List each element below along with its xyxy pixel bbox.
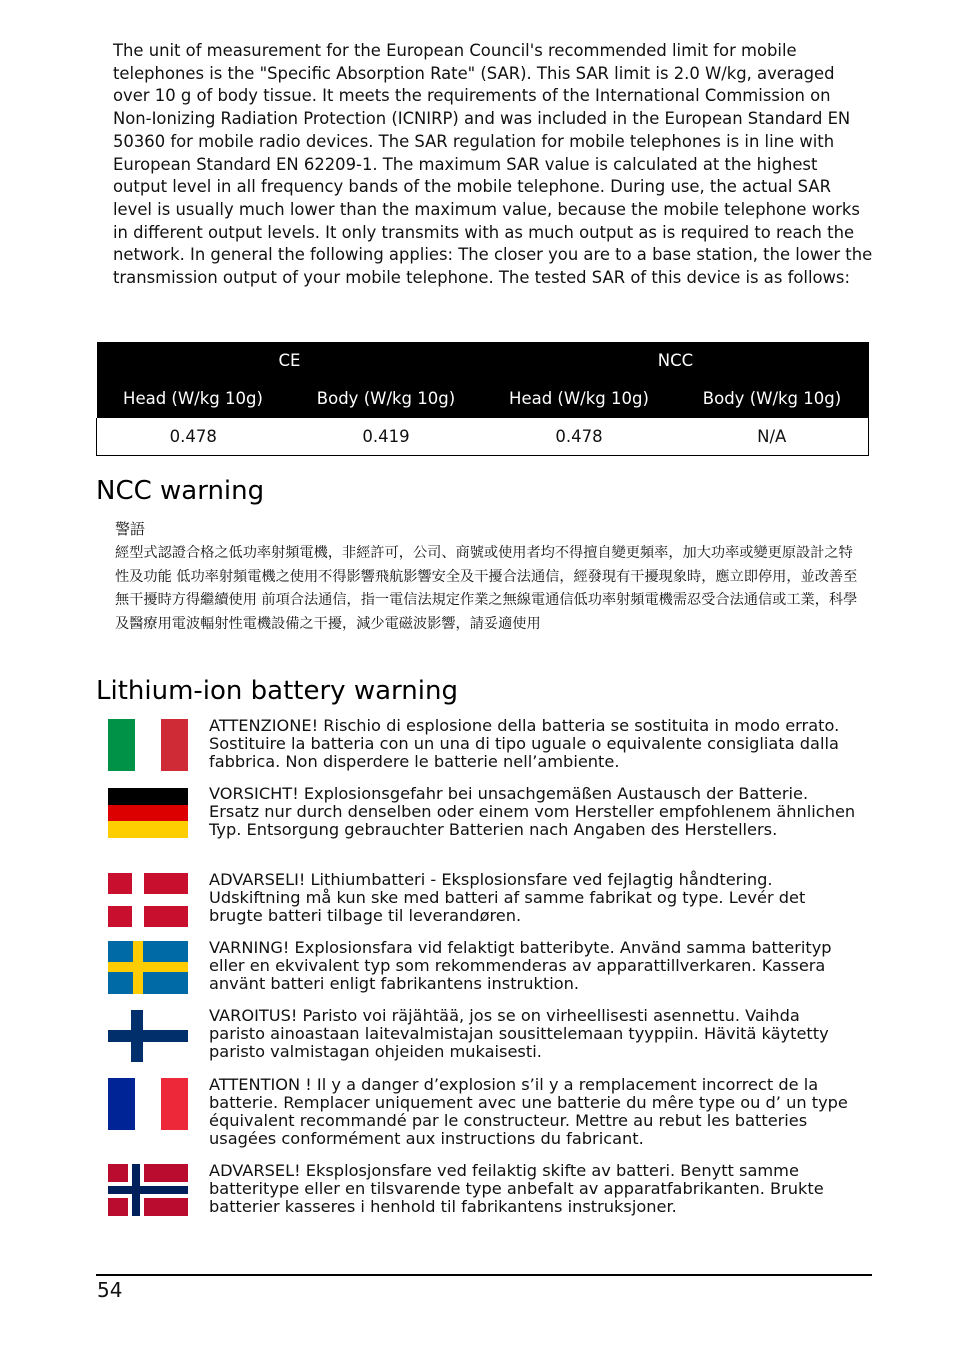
- battery-warning-text: VARNING! Explosionsfara vid felaktigt batteribyte. Använd samma batterityp eller en ekvivalent typ som rekommenderas av apparattillverkaren. Kassera använt batteri enligt fabrikantens instruktion.: [209, 938, 832, 994]
- denmark-flag-icon: [108, 873, 188, 927]
- sar-col-ncc-head: Head (W/kg 10g): [483, 378, 676, 418]
- sar-table-group-header: [97, 342, 869, 378]
- sar-group-ncc: NCC: [483, 342, 869, 378]
- page-number: 54: [97, 1278, 123, 1302]
- battery-warning-text: ADVARSEL! Eksplosjonsfare ved feilaktig skifte av batteri. Benytt samme batteritype eller en tilsvarende type anbefalt av apparatfabrikanten. Brukte batterier kasseres i henhold til fabrikantens instruksjoner.: [209, 1161, 824, 1217]
- sar-value-ce-head: 0.478: [97, 418, 290, 456]
- norway-flag-icon: [108, 1164, 188, 1216]
- lithium-battery-heading: Lithium-ion battery warning: [96, 676, 458, 706]
- sar-table: [96, 342, 869, 456]
- sar-value-ncc-head: 0.478: [483, 418, 676, 456]
- footer-divider: [96, 1274, 872, 1276]
- sar-col-ce-body: Body (W/kg 10g): [290, 378, 483, 418]
- table-row: [97, 418, 869, 456]
- ncc-warning-text: 經型式認證合格之低功率射頻電機，非經許可，公司、商號或使用者均不得擅自變更頻率，加大功率或變更原設計之特性及功能 低功率射頻電機之使用不得影響飛航影響安全及干擾合法通信，經發現有干擾現象時，應立即停用，並改善至無干擾時方得繼續使用 前項合法通信，指一電信法規定作業之無線電通信低功率射頻電機需忍受合法通信或工業，科學及醫療用電波輻射性電機設備之干擾，減少電磁波影響，請妥適使用: [115, 545, 858, 632]
- finland-flag-icon: [108, 1010, 188, 1062]
- battery-warning-text: VAROITUS! Paristo voi räjähtää, jos se on virheellisesti asennettu. Vaihda paristo ainoastaan laitevalmistajan sousittelemaan tyyppiin. Hävitä käytetty paristo valmistagan ohjeiden mukaisesti.: [209, 1006, 829, 1062]
- sar-col-ce-head: Head (W/kg 10g): [97, 378, 290, 418]
- sar-group-ce: CE: [97, 342, 483, 378]
- germany-flag-icon: [108, 788, 188, 838]
- ncc-warning-heading: NCC warning: [96, 476, 265, 506]
- sar-col-ncc-body: Body (W/kg 10g): [676, 378, 869, 418]
- sar-intro-paragraph: The unit of measurement for the European Council's recommended limit for mobile telephones is the "Specific Absorption Rate" (SAR). This SAR limit is 2.0 W/kg, averaged over 10 g of body tissue. It meets the requirements of the International Commission on Non-Ionizing Radiation Protection (ICNIRP) and was included in the European Standard EN 50360 for mobile radio devices. The SAR regulation for mobile telephones is in line with European Standard EN 62209-1. The maximum SAR value is calculated at the highest output level in all frequency bands of the mobile telephone. During use, the actual SAR level is usually much lower than the maximum value, because the mobile telephone works in different output levels. It only transmits with as much output as is required to reach the network. In general the following applies: The closer you are to a base station, the lower the transmission output of your mobile telephone. The tested SAR of this device is as follows:: [113, 41, 873, 288]
- sar-table-column-header: [97, 378, 869, 418]
- ncc-warning-label: 警語: [115, 520, 146, 538]
- sweden-flag-icon: [108, 941, 188, 994]
- italy-flag-icon: [108, 719, 188, 771]
- sar-value-ce-body: 0.419: [290, 418, 483, 456]
- sar-value-ncc-body: N/A: [676, 418, 869, 456]
- battery-warning-text: VORSICHT! Explosionsgefahr bei unsachgemäßen Austausch der Batterie. Ersatz nur durch denselben oder einem vom Hersteller empfohlenem ähnlichen Typ. Entsorgung gebrauchter Batterien nach Angaben des Herstellers.: [209, 784, 856, 840]
- battery-warning-text: ADVARSELI! Lithiumbatteri - Eksplosionsfare ved fejlagtig håndtering. Udskiftning må kun ske med batteri af samme fabrikat og type. Levér det brugte batteri tilbage til leverandøren.: [209, 870, 806, 926]
- battery-warning-text: ATTENTION ! Il y a danger d’explosion s’il y a remplacement incorrect de la batterie. Remplacer uniquement avec une batterie du mêre type ou d’ un type équivalent recommandé par le constructeur. Mettre au rebut les batteries usagées conformément aux instructions du fabricant.: [209, 1075, 848, 1149]
- france-flag-icon: [108, 1078, 188, 1130]
- battery-warning-text: ATTENZIONE! Rischio di esplosione della batteria se sostituita in modo errato. Sostituire la batteria con un una di tipo uguale o equivalente consigliata dalla fabbrica. Non disperdere le batterie nell’ambiente.: [209, 716, 840, 772]
